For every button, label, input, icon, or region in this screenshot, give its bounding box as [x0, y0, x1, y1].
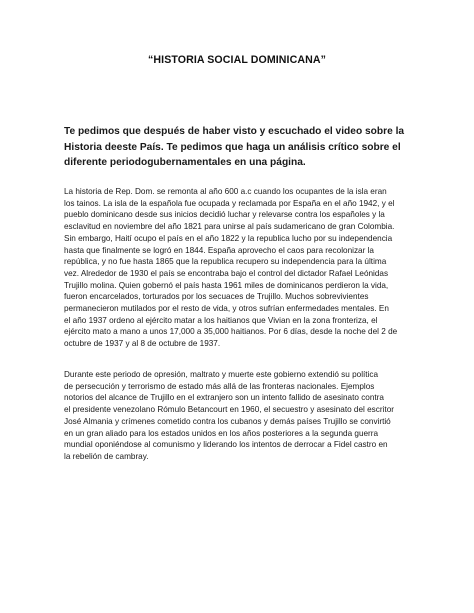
paragraph-line: fueron encarcelados, torturados por los secuaces de Trujillo. Muchos sobrevivientes [64, 292, 369, 302]
paragraph-line: hasta que finalmente se logró en 1844. España aprovecho el caos para recolonizar la [64, 245, 374, 255]
paragraph-line: ejército mato a mano a unos 17,000 a 35,000 haitianos. Por 6 días, desde la noche del 2 de [64, 327, 398, 337]
paragraph-line: de persecución y terrorismo de estado más allá de las fronteras nacionales. Ejemplos [64, 381, 375, 391]
paragraph-line: mundial oponiéndose al comunismo y liderando los intentos de derrocar a Fidel castro en [64, 440, 388, 450]
paragraph-line: permanecieron mutilados por el resto de vida, y otros sufrían enfermedades mentales. En [64, 304, 389, 314]
paragraph-line: esclavitud en noviembre del año 1821 para unirse al país sudamericano de gran Colombia. [64, 222, 395, 232]
paragraph-line: república, y no fue hasta 1865 que la republica recupero su independencia para la última [64, 257, 387, 267]
paragraph-line: La historia de Rep. Dom. se remonta al año 600 a.c cuando los ocupantes de la isla eran [64, 187, 387, 196]
paragraph-line: en un gran aliado para los estados unidos en los años posteriores a la segunda guerra [64, 428, 379, 438]
paragraph-line: Durante este periodo de opresión, maltrato y muerte este gobierno extendió su política [64, 370, 379, 379]
paragraph-line: los tainos. La isla de la española fue ocupada y reclamada por España en el año 1942, y el [64, 198, 395, 208]
paragraph-history [64, 186, 414, 350]
paragraph-line: pueblo dominicano desde sus inicios decidió luchar y relevarse contra los españoles y la [64, 210, 385, 220]
paragraph-line: notorios del alcance de Trujillo en el extranjero son un intento fallido de asesinato contra [64, 393, 384, 403]
paragraph-line: el año 1937 ordeno al ejército matar a los haitianos que Vivian en la zona fronteriza, el [64, 315, 378, 325]
assignment-instructions [64, 124, 414, 171]
document-title: “HISTORIA SOCIAL DOMINICANA” [148, 54, 326, 66]
paragraph-line: vez. Alrededor de 1930 el país se encontraba bajo el control del dictador Rafael Leónidas [64, 268, 389, 278]
paragraph-line: José Almania y crímenes cometido contra los cubanos y demás países Trujillo se convirtió [64, 416, 391, 426]
instructions-line: Te pedimos que después de haber visto y escuchado el video sobre la [64, 126, 405, 137]
paragraph-trujillo [64, 369, 414, 463]
instructions-line: Historia deeste País. Te pedimos que haga un análisis crítico sobre el [64, 141, 401, 153]
paragraph-line: Trujillo molina. Quien gobernó el país hasta 1961 miles de dominicanos perdieron la vida, [64, 280, 389, 290]
paragraph-line: la rebelión de cambray. [64, 451, 149, 461]
paragraph-line: octubre de 1937 y al 8 de octubre de 1937. [64, 339, 221, 349]
paragraph-line: Sin embargo, Haití ocupo el país en el año 1822 y la republica lucho por su independencia [64, 233, 393, 243]
paragraph-line: el presidente venezolano Rómulo Betancourt en 1960, el secuestro y asesinato del escritor [64, 405, 394, 415]
instructions-line: diferente periodogubernamentales en una página. [64, 157, 306, 169]
